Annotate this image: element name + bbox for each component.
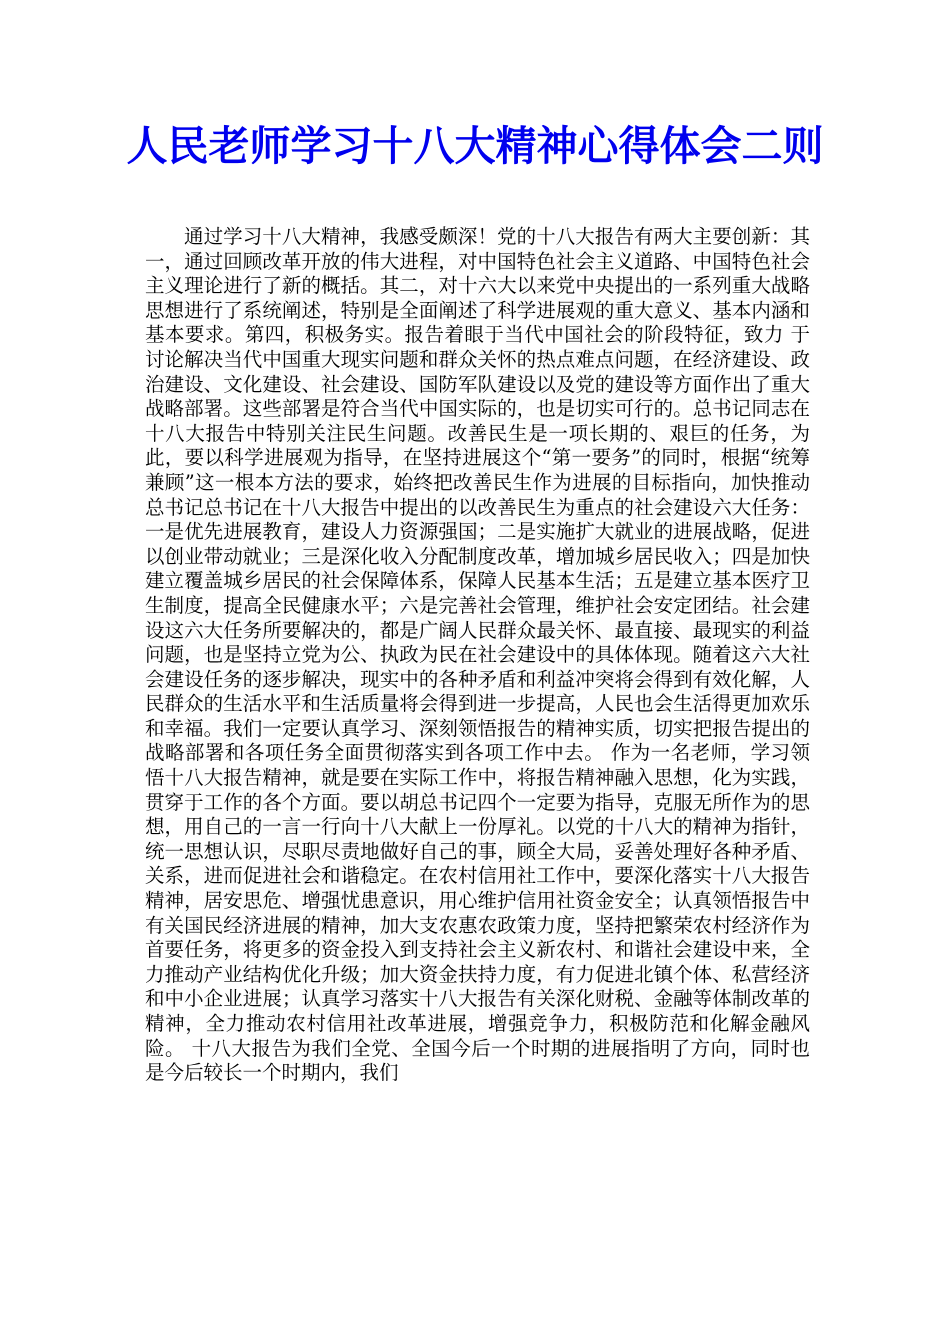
document-title: 人民老师学习十八大精神心得体会二则 [126, 122, 824, 170]
body-paragraph: 通过学习十八大精神，我感受颇深！党的十八大报告有两大主要创新：其一，通过回顾改革开放的伟大进程，对中国特色社会主义道路、中国特色社会主义理论进行了新的概括。其二，对十六大以来党中央提出的一系列重大战略思想进行了系统阐述，特别是全面阐述了科学进展观的重大意义、基本内涵和基本要求。第四，积极务实。报告着眼于当代中国社会的阶段特征，致力 于讨论解决当代中国重大现实问题和群众关怀的热点难点问题，在经济建设、政治建设、文化建设、社会建设、国防军队建设以及党的建设等方面作出了重大战略部署。这些部署是符合当代中国实际的，也是切实可行的。总书记同志在十八大报告中特别关注民生问题。改善民生是一项长期的、艰巨的任务，为此，要以科学进展观为指导，在坚持进展这个“第一要务”的同时，根据“统筹兼顾”这一根本方法的要求，始终把改善民生作为进展的目标指向，加快推动总书记总书记在十八大报告中提出的以改善民生为重点的社会建设六大任务：一是优先进展教育，建设人力资源强国；二是实施扩大就业的进展战略，促进以创业带动就业；三是深化收入分配制度改革，增加城乡居民收入；四是加快建立覆盖城乡居民的社会保障体系，保障人民基本生活；五是建立基本医疗卫生制度，提高全民健康水平；六是完善社会管理，维护社会安定团结。社会建设这六大任务所要解决的，都是广阔人民群众最关怀、最直接、最现实的利益问题，也是坚持立党为公、执政为民在社会建设中的具体体现。随着这六大社会建设任务的逐步解决，现实中的各种矛盾和利益冲突将会得到有效化解，人民群众的生活水平和生活质量将会得到进一步提高，人民也会生活得更加欢乐和幸福。我们一定要认真学习、深刻领悟报告的精神实质，切实把报告提出的战略部署和各项任务全面贯彻落实到各项工作中去。 作为一名老师，学习领悟十八大报告精神，就是要在实际工作中，将报告精神融入思想，化为实践，贯穿于工作的各个方面。要以胡总书记四个一定要为指导，克服无所作为的思想，用自己的一言一行向十八大献上一份厚礼。以党的十八大的精神为指针，统一思想认识，尽职尽责地做好自己的事，顾全大局，妥善处理好各种矛盾、关系，进而促进社会和谐稳定。在农村信用社工作中，要深化落实十八大报告精神，居安思危、增强忧患意识，用心维护信用社资金安全；认真领悟报告中有关国民经济进展的精神，加大支农惠农政策力度，坚持把繁荣农村经济作为首要任务，将更多的资金投入到支持社会主义新农村、和谐社会建设中来，全力推动产业结构优化升级；加大资金扶持力度，有力促进北镇个体、私营经济和中小企业进展；认真学习落实十八大报告有关深化财税、金融等体制改革的精神，全力推动农村信用社改革进展，增强竞争力，积极防范和化解金融风险。 十八大报告为我们全党、全国今后一个时期的进展指明了方向，同时也是今后较长一个时期内，我们 [145, 225, 810, 1085]
